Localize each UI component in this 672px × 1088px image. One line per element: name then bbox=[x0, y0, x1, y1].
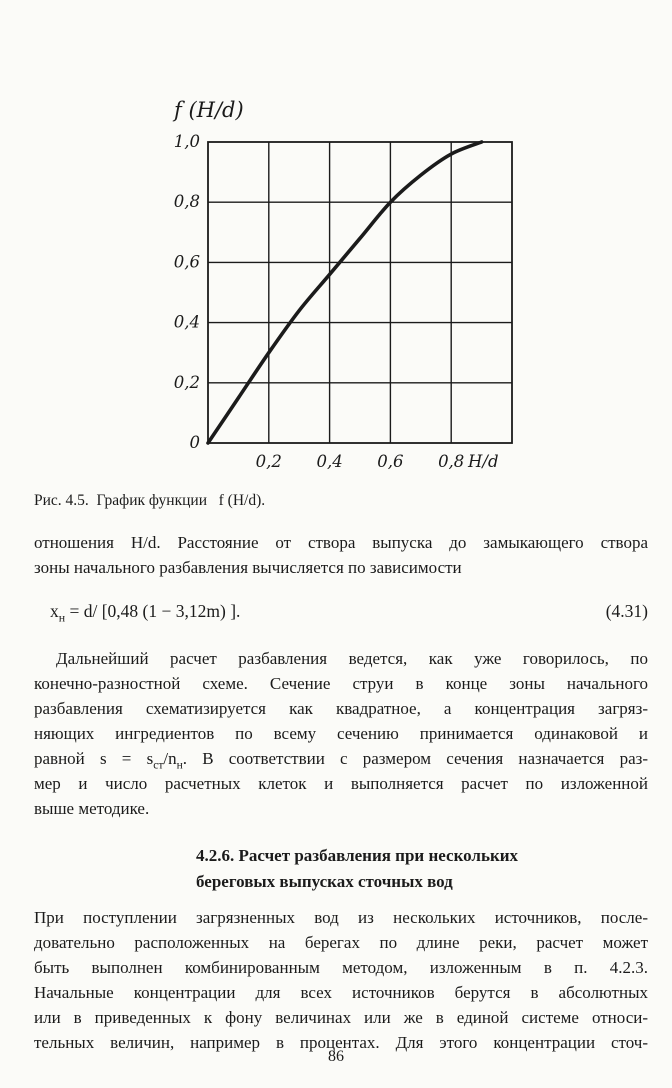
text-line: няющих ингредиентов по всему сечению принимается одинаковой и bbox=[34, 724, 648, 743]
intro-paragraph bbox=[34, 530, 648, 580]
text-line: береговых выпусках сточных вод bbox=[196, 872, 453, 891]
svg-text:0: 0 bbox=[189, 433, 200, 452]
text-line: или в приведенных к фону величинах или же в единой системе относи- bbox=[34, 1008, 648, 1027]
text-line: довательно расположенных на берегах по длине реки, расчет может bbox=[34, 933, 648, 952]
text-line: отношения H/d. Расстояние от створа выпуска до замыкающего створа bbox=[34, 533, 648, 552]
text-line: конечно-разностной схеме. Сечение струи в конце зоны начального bbox=[34, 674, 648, 693]
text-line: равной $s = s_{ст}/n_н$. В соответствии с размером сечения назначается раз- bbox=[34, 749, 648, 772]
method-paragraph bbox=[34, 646, 648, 821]
svg-text:0,4: 0,4 bbox=[316, 452, 343, 471]
page-number: 86 bbox=[328, 1048, 344, 1065]
chart-title: f (H/d) bbox=[174, 98, 244, 122]
svg-text:0,2: 0,2 bbox=[173, 372, 200, 392]
text-line: Дальнейший расчет разбавления ведется, как уже говорилось, по bbox=[56, 649, 648, 668]
equation-4-31 bbox=[34, 601, 648, 625]
chart-x-axis-label: H/d bbox=[468, 452, 499, 471]
chart-x-tick-labels bbox=[256, 452, 465, 471]
svg-text:0,6: 0,6 bbox=[173, 252, 200, 272]
equation-formula: $x_н = d/$ [0,48 (1 − 3,12m) ]. bbox=[50, 601, 241, 625]
text-line: выше методике. bbox=[34, 799, 150, 818]
text-line: мер и число расчетных клеток и выполняется расчет по изложенной bbox=[34, 774, 648, 793]
text-line: зоны начального разбавления вычисляется по зависимости bbox=[34, 558, 462, 577]
svg-text:1,0: 1,0 bbox=[173, 132, 200, 151]
multi-outlet-paragraph bbox=[34, 905, 648, 1055]
svg-text:0,2: 0,2 bbox=[255, 452, 282, 471]
figure-chart bbox=[140, 85, 560, 485]
text-line: При поступлении загрязненных вод из нескольких источников, после- bbox=[34, 908, 648, 927]
figure-caption: Рис. 4.5. График функции f (H/d). bbox=[34, 492, 266, 509]
equation-number: (4.31) bbox=[605, 601, 648, 621]
text-line: разбавления схематизируется как квадратное, а концентрация загряз- bbox=[34, 699, 648, 718]
curve-f-hd bbox=[208, 142, 482, 443]
text-line: Начальные концентрации для всех источников берутся в абсолютных bbox=[34, 983, 648, 1002]
chart-y-tick-labels bbox=[174, 132, 200, 452]
chart-grid bbox=[208, 142, 512, 443]
text-line: быть выполнен комбинированным методом, изложенным в п. 4.2.3. bbox=[34, 958, 648, 977]
text-line: 4.2.6. Расчет разбавления при нескольких bbox=[196, 846, 519, 865]
section-heading bbox=[196, 843, 636, 895]
svg-text:0,8: 0,8 bbox=[438, 452, 465, 471]
text-line: тельных величин, например в процентах. Для этого концентрации сточ- bbox=[34, 1033, 648, 1052]
svg-text:0,6: 0,6 bbox=[377, 452, 404, 471]
svg-text:0,8: 0,8 bbox=[173, 192, 200, 212]
svg-text:0,4: 0,4 bbox=[173, 312, 200, 332]
